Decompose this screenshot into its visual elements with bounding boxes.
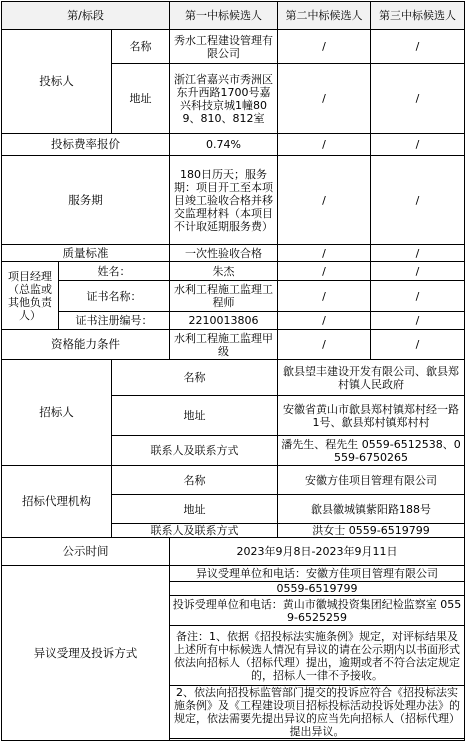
third-candidate-header: 第三中标候选人: [371, 2, 465, 30]
manager-reg-row: [2, 312, 465, 330]
fee-row: [2, 134, 465, 156]
second-candidate-header: 第二中标候选人: [278, 2, 371, 30]
manager-name-first: 朱杰: [170, 262, 278, 281]
manager-reg-second: /: [278, 312, 371, 330]
manager-name-label: 姓名：: [59, 262, 170, 281]
service-period-first: 180日历天；服务期：项目开工至本项目竣工验收合格并移交监理材料（本项目不计取延期服务费）: [170, 156, 278, 245]
qualification-first: 水利工程施工监理甲级: [170, 330, 278, 360]
service-period-row: [2, 156, 465, 245]
header-row: [2, 2, 465, 30]
objection-unit: 异议受理单位和电话：安徽方佳项目管理有限公司: [170, 566, 465, 582]
tenderer-address-label: 地址: [112, 396, 278, 436]
agency-name-label: 名称: [112, 466, 278, 495]
objection-line1-row: [2, 566, 465, 582]
fee-second: /: [278, 134, 371, 156]
manager-cert-label: 证书名称：: [59, 281, 170, 312]
fee-third: /: [371, 134, 465, 156]
objection-note1: 备注：1、依据《招投标法实施条例》规定，对评标结果及上述所有中标候选人情况有异议的请在公示期内以书面形式依法向招标人（招标代理）提出，逾期或者不符合法定规定的，招标人一律不予接收。: [170, 626, 465, 686]
bidder-address-first: 浙江省嘉兴市秀洲区东升西路1700号嘉兴科技京城1幢809、810、812室: [170, 64, 278, 134]
bidder-address-second: /: [278, 64, 371, 134]
qualification-second: /: [278, 330, 371, 360]
tenderer-contact-label: 联系人及联系方式: [112, 436, 278, 466]
quality-row: [2, 245, 465, 262]
manager-name-second: /: [278, 262, 371, 281]
manager-name-third: /: [371, 262, 465, 281]
tenderer-contact-value: 潘先生、程先生 0559-6512538、0559-6750265: [278, 436, 465, 466]
publicity-value: 2023年9月8日-2023年9月11日: [170, 538, 465, 566]
tenderer-name-row: [2, 360, 465, 396]
bidder-address-third: /: [371, 64, 465, 134]
complaint-unit: 投诉受理单位和电话：黄山市徽城投资集团纪检监察室 0559-6525259: [170, 596, 465, 626]
bidder-name-first: 秀水工程建设管理有限公司: [170, 30, 278, 64]
quality-first: 一次性验收合格: [170, 245, 278, 262]
tenderer-name-value: 歙县望丰建设开发有限公司、歙县郑村镇人民政府: [278, 360, 465, 396]
bidder-address-label: 地址: [112, 64, 170, 134]
quality-third: /: [371, 245, 465, 262]
service-period-third: /: [371, 156, 465, 245]
manager-cert-third: /: [371, 281, 465, 312]
agency-address-value: 歙县徽城镇紫阳路188号: [278, 495, 465, 524]
manager-name-row: [2, 262, 465, 281]
publicity-row: [2, 538, 465, 566]
bidder-name-third: /: [371, 30, 465, 64]
agency-contact-label: 联系人及联系方式: [112, 524, 278, 538]
agency-contact-value: 洪女士 0559-6519799: [278, 524, 465, 538]
manager-reg-label: 证书注册编号：: [59, 312, 170, 330]
bidder-name-second: /: [278, 30, 371, 64]
qualification-third: /: [371, 330, 465, 360]
bid-result-table: [1, 1, 465, 741]
bottom-spacer: [170, 739, 465, 741]
agency-address-label: 地址: [112, 495, 278, 524]
qualification-label: 资格能力条件: [2, 330, 170, 360]
first-candidate-header: 第一中标候选人: [170, 2, 278, 30]
fee-label: 投标费率报价: [2, 134, 170, 156]
objection-label: 异议受理及投诉方式: [2, 566, 170, 741]
agency-name-value: 安徽方佳项目管理有限公司: [278, 466, 465, 495]
manager-cert-second: /: [278, 281, 371, 312]
service-period-second: /: [278, 156, 371, 245]
bidder-label: 投标人: [2, 30, 112, 134]
manager-cert-row: [2, 281, 465, 312]
objection-note2: 2、依法向招投标监管部门提交的投诉应符合《招投标法实施条例》及《工程建设项目招标投标活动投诉处理办法》的规定，依法需要先提出异议的应当先向招标人（招标代理）提出异议。: [170, 686, 465, 739]
agency-name-row: [2, 466, 465, 495]
objection-phone: 0559-6519799: [170, 582, 465, 596]
manager-cert-first: 水利工程施工监理工程师: [170, 281, 278, 312]
tenderer-label: 招标人: [2, 360, 112, 466]
manager-reg-third: /: [371, 312, 465, 330]
bidder-name-row: [2, 30, 465, 64]
quality-second: /: [278, 245, 371, 262]
bidder-name-label: 名称: [112, 30, 170, 64]
manager-label: 项目经理（总监或其他负责人）: [2, 262, 59, 330]
manager-reg-first: 2210013806: [170, 312, 278, 330]
tenderer-name-label: 名称: [112, 360, 278, 396]
tenderer-address-value: 安徽省黄山市歙县郑村镇郑村经一路1号、歙县郑村镇郑村村: [278, 396, 465, 436]
agency-label: 招标代理机构: [2, 466, 112, 538]
publicity-label: 公示时间: [2, 538, 170, 566]
fee-first: 0.74%: [170, 134, 278, 156]
section-header: 第/标段: [2, 2, 170, 30]
service-period-label: 服务期: [2, 156, 170, 245]
qualification-row: [2, 330, 465, 360]
quality-label: 质量标准: [2, 245, 170, 262]
